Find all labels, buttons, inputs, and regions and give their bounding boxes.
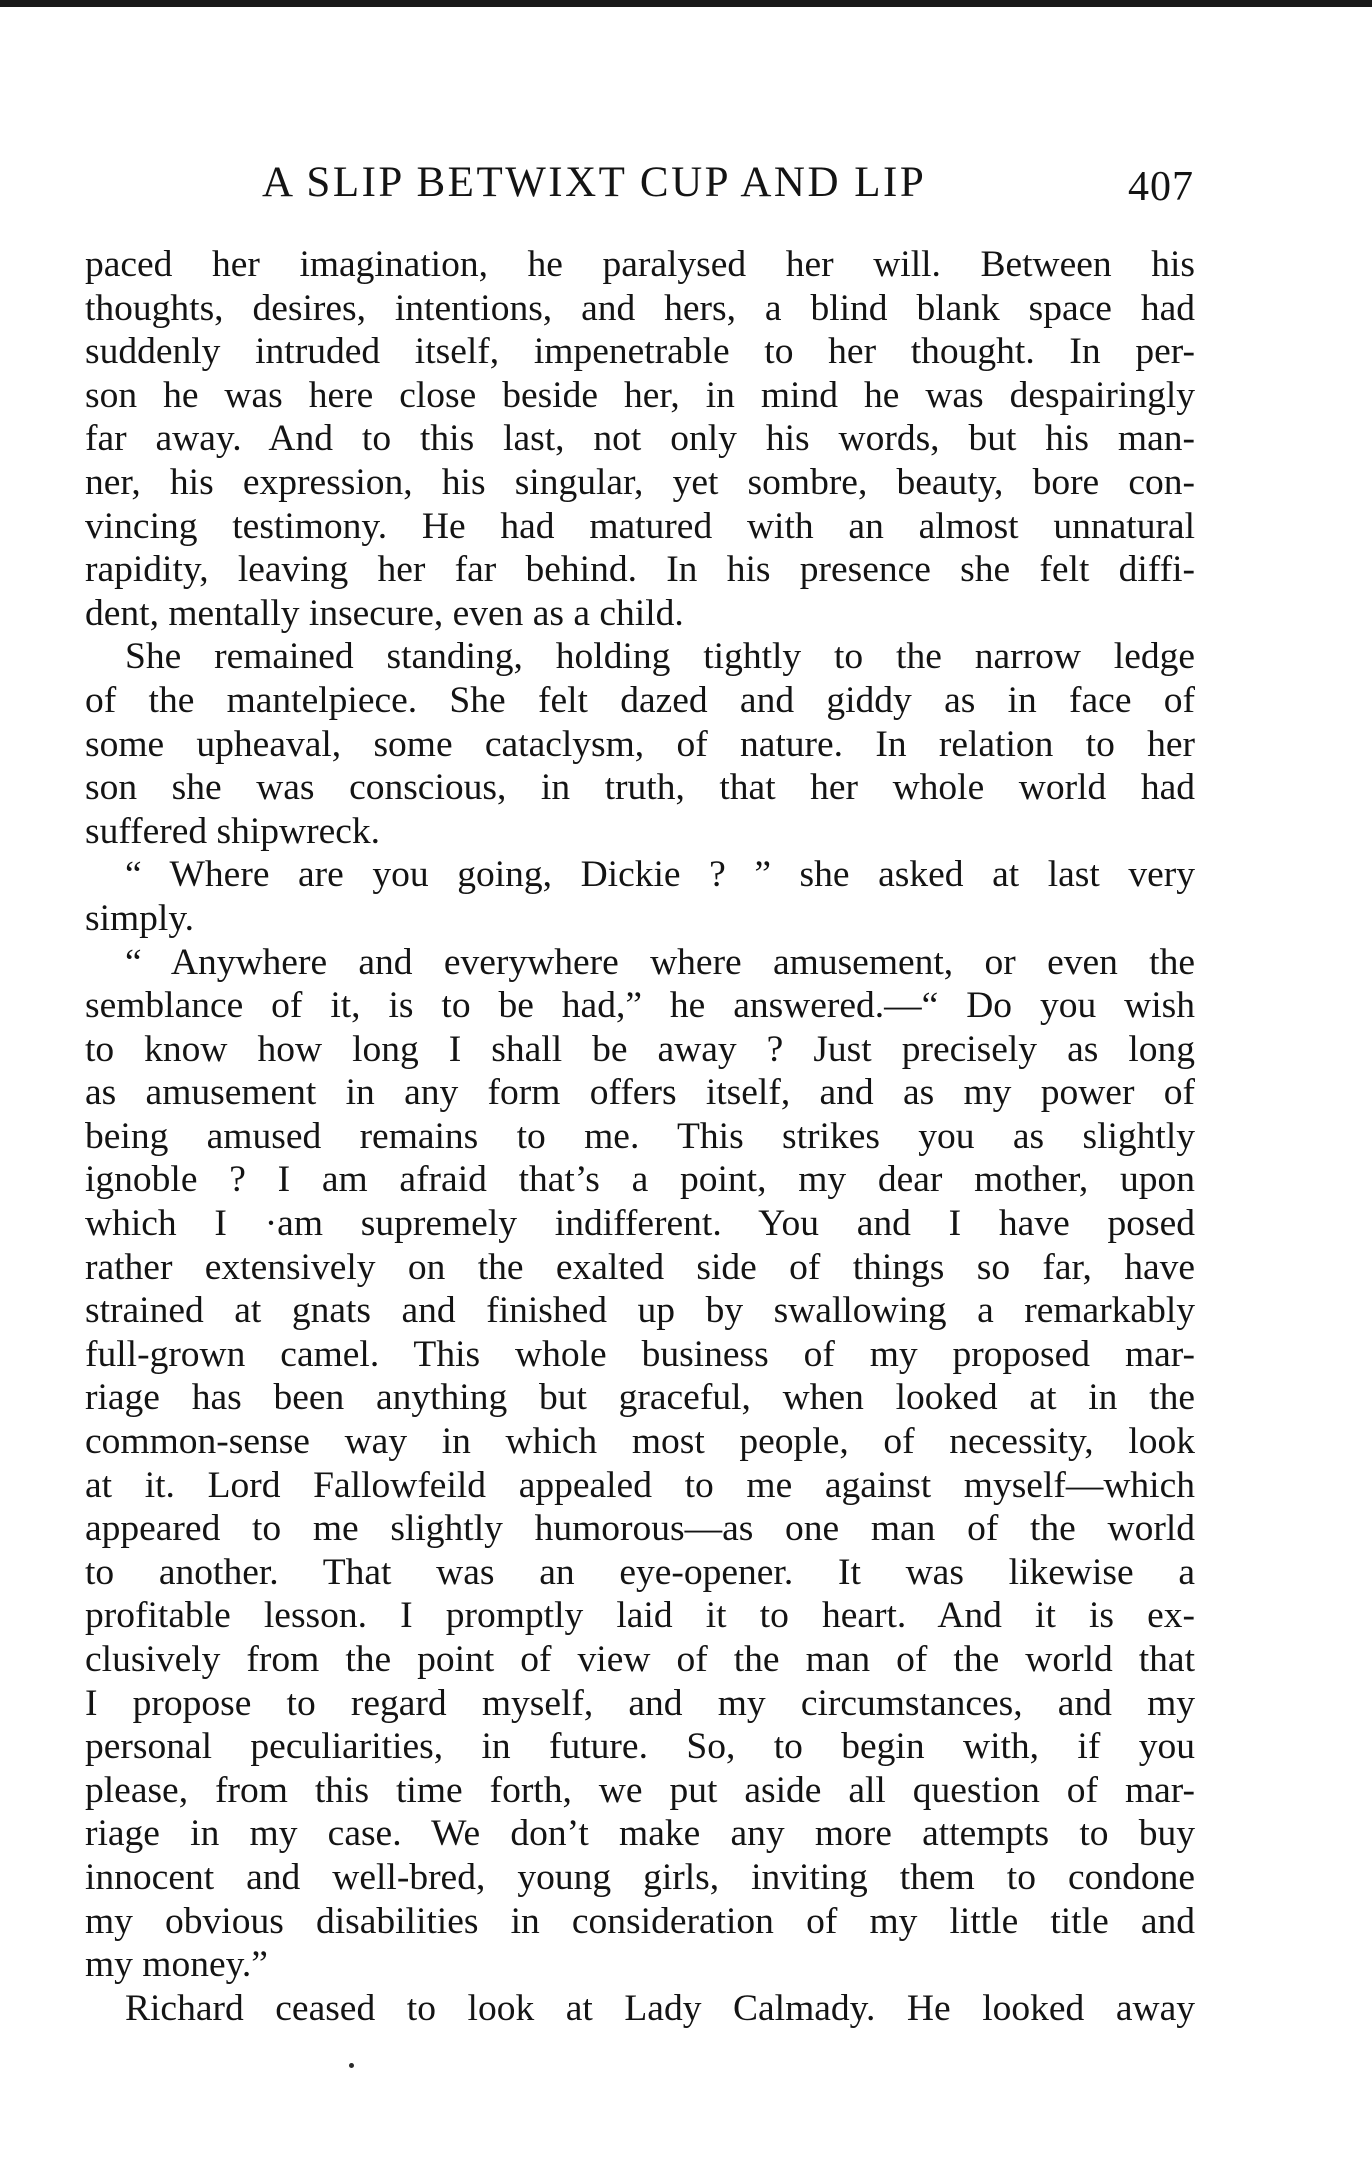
text-line: suffered shipwreck. xyxy=(85,810,381,852)
text-line: some upheaval, some cataclysm, of nature. In relation to her xyxy=(85,723,1195,765)
text-line: far away. And to this last, not only his words, but his man- xyxy=(85,418,1195,460)
paragraph xyxy=(85,635,1195,853)
text-line: as amusement in any form offers itself, and as my power of xyxy=(85,1072,1195,1114)
text-line: common-sense way in which most people, of necessity, look xyxy=(85,1421,1195,1463)
text-line: paced her imagination, he paralysed her will. Between his xyxy=(85,244,1195,285)
text-line: full-grown camel. This whole business of my proposed mar- xyxy=(85,1333,1195,1375)
text-line: vincing testimony. He had matured with an almost unnatural xyxy=(85,505,1195,547)
text-line: my money.” xyxy=(85,1944,268,1986)
text-line: being amused remains to me. This strikes you as slightly xyxy=(85,1115,1195,1157)
text-line: son she was conscious, in truth, that her whole world had xyxy=(85,767,1195,809)
text-line: strained at gnats and finished up by swallowing a remarkably xyxy=(85,1290,1195,1332)
text-line: to know how long I shall be away ? Just precisely as long xyxy=(85,1028,1195,1070)
text-line: clusively from the point of view of the man of the world that xyxy=(85,1639,1195,1680)
paragraph xyxy=(85,1987,1195,2031)
text-line: my obvious disabilities in consideration of my little title and xyxy=(85,1900,1195,1942)
text-line: Richard ceased to look at Lady Calmady. He looked away xyxy=(125,1987,1195,2029)
text-line: rather extensively on the exalted side of things so far, have xyxy=(85,1246,1195,1288)
text-line: which I ·am supremely indifferent. You and I have posed xyxy=(85,1203,1195,1245)
text-line: personal peculiarities, in future. So, to begin with, if you xyxy=(85,1726,1195,1768)
text-line: son he was here close beside her, in mind he was despairingly xyxy=(85,374,1195,416)
text-line: rapidity, leaving her far behind. In his presence she felt diffi- xyxy=(85,549,1195,591)
print-speck xyxy=(349,2063,354,2068)
text-line: at it. Lord Fallowfeild appealed to me against myself—which xyxy=(85,1464,1195,1506)
top-border-rule xyxy=(0,0,1372,7)
text-line: ignoble ? I am afraid that’s a point, my dear mother, upon xyxy=(85,1159,1195,1201)
text-line: She remained standing, holding tightly to the narrow ledge xyxy=(125,636,1195,678)
text-line: riage in my case. We don’t make any more attempts to buy xyxy=(85,1813,1195,1855)
text-line: semblance of it, is to be had,” he answered.—“ Do you wish xyxy=(85,985,1195,1027)
text-line: suddenly intruded itself, impenetrable to her thought. In per- xyxy=(85,331,1195,373)
text-line: “ Where are you going, Dickie ? ” she asked at last very xyxy=(125,854,1195,896)
text-line: riage has been anything but graceful, when looked at in the xyxy=(85,1377,1195,1419)
paragraph xyxy=(85,853,1195,940)
body-text xyxy=(85,243,1195,2030)
paragraph xyxy=(85,941,1195,1987)
text-line: of the mantelpiece. She felt dazed and giddy as in face of xyxy=(85,679,1195,721)
text-line: appeared to me slightly humorous—as one man of the world xyxy=(85,1508,1195,1550)
text-line: simply. xyxy=(85,897,195,939)
text-line: dent, mentally insecure, even as a child. xyxy=(85,592,684,634)
text-line: “ Anywhere and everywhere where amusement, or even the xyxy=(125,941,1195,983)
text-line: ner, his expression, his singular, yet sombre, beauty, bore con- xyxy=(85,461,1195,503)
paragraph xyxy=(85,243,1195,635)
text-line: to another. That was an eye-opener. It was likewise a xyxy=(85,1551,1195,1593)
running-head xyxy=(0,153,1372,213)
text-line: innocent and well-bred, young girls, inviting them to condone xyxy=(85,1856,1195,1898)
running-title: A SLIP BETWIXT CUP AND LIP xyxy=(262,159,927,206)
page-number: 407 xyxy=(1128,164,1194,210)
text-line: profitable lesson. I promptly laid it to heart. And it is ex- xyxy=(85,1595,1195,1637)
text-line: I propose to regard myself, and my circumstances, and my xyxy=(85,1682,1195,1724)
text-line: please, from this time forth, we put aside all question of mar- xyxy=(85,1769,1195,1811)
text-line: thoughts, desires, intentions, and hers, a blind blank space had xyxy=(85,287,1195,329)
